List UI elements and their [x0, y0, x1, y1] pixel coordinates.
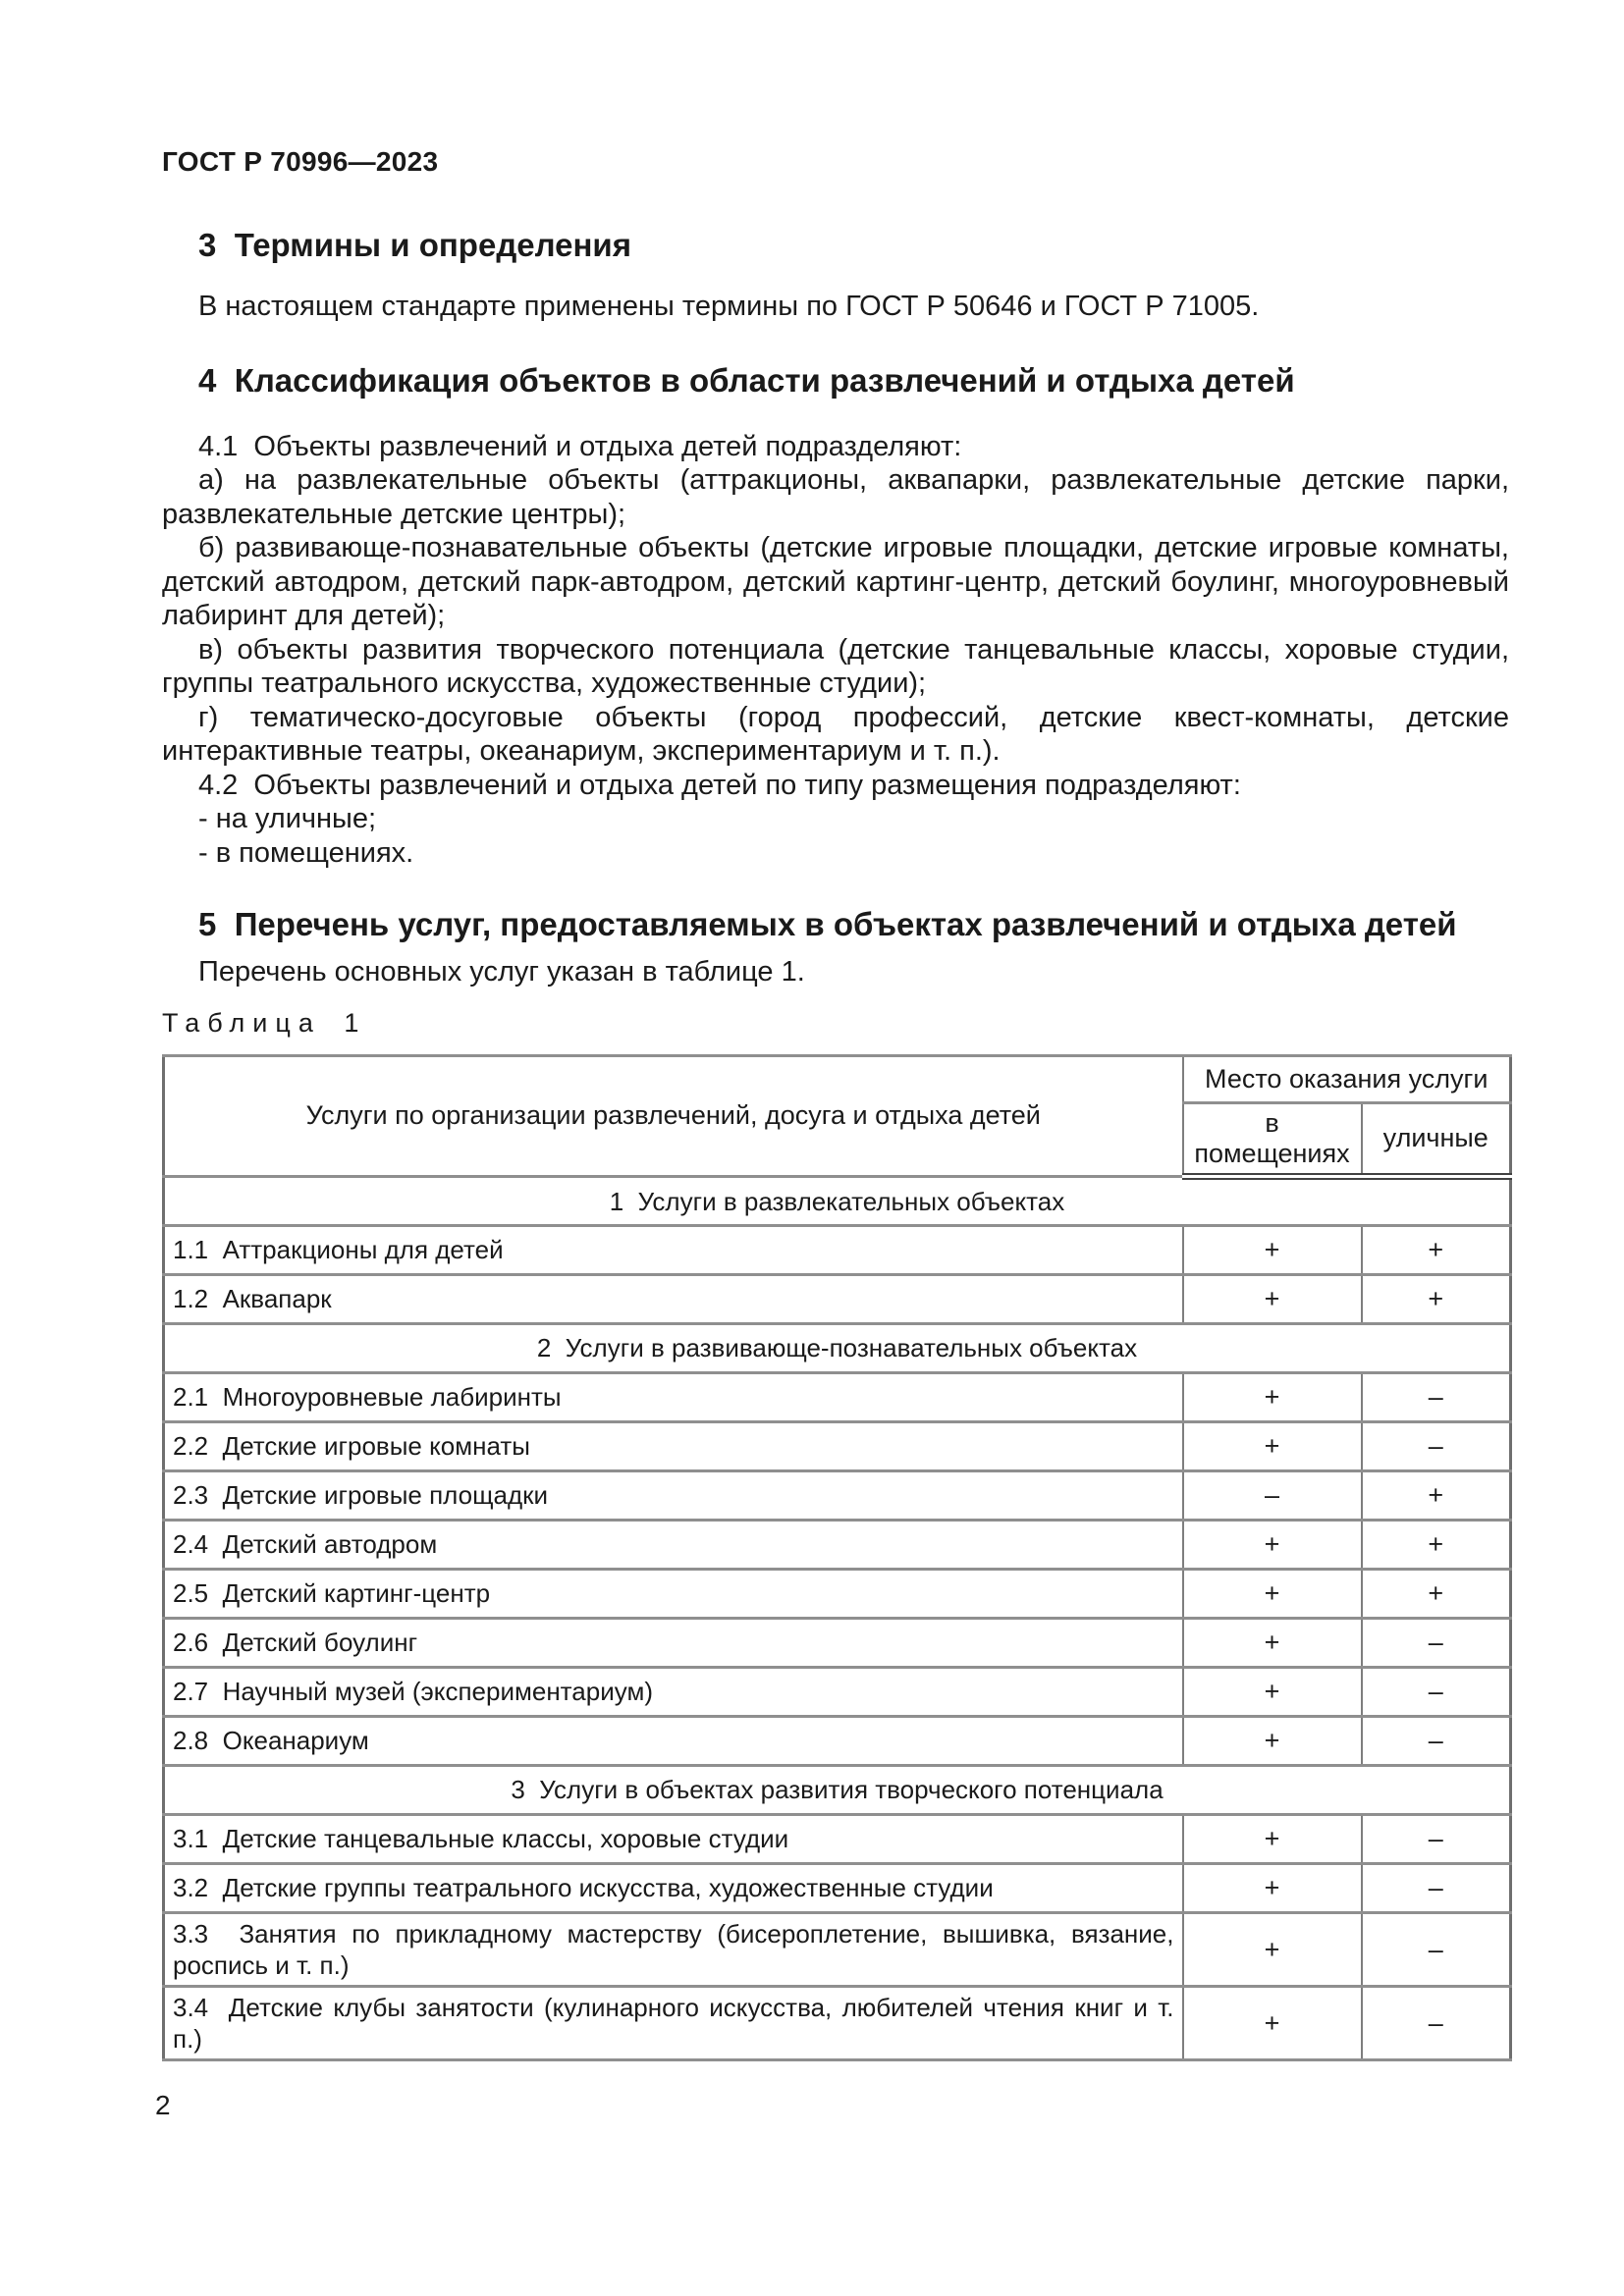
outdoor-mark-cell: –: [1362, 1912, 1511, 1986]
service-label-cell: 2.1 Многоуровневые лабиринты: [164, 1372, 1183, 1421]
section-4-paragraph: 4.1 Объекты развлечений и отдыха детей подразделяют:: [198, 430, 962, 462]
section-5-heading: 5 Перечень услуг, предоставляемых в объектах развлечений и отдыха детей: [198, 906, 1457, 942]
section-4-paragraph: а) на развлекательные объекты (аттракционы, аквапарки, развлекательные детские парки, развлекательные детские центры);: [162, 464, 1509, 530]
indoor-mark-cell: +: [1183, 1569, 1362, 1618]
page-content: [162, 0, 1509, 2061]
table-item-row: [164, 1520, 1511, 1569]
service-label-cell: 2.2 Детские игровые комнаты: [164, 1421, 1183, 1470]
indoor-mark-cell: +: [1183, 1225, 1362, 1274]
indoor-mark-cell: –: [1183, 1470, 1362, 1520]
section-3-paragraph: В настоящем стандарте применены термины по ГОСТ Р 50646 и ГОСТ Р 71005.: [198, 291, 1260, 322]
services-table: [162, 1054, 1512, 2061]
table-item-row: [164, 1814, 1511, 1863]
service-label-cell: 2.5 Детский картинг-центр: [164, 1569, 1183, 1618]
section-4-paragraph: б) развивающе-познавательные объекты (детские игровые площадки, детские игровые комнаты, детский автодром, детский парк-автодром, детский картинг-центр, детский боулинг, многоуровневый лабиринт для детей);: [162, 532, 1509, 631]
table-item-row: [164, 1372, 1511, 1421]
group-label-cell: 3 Услуги в объектах развития творческого потенциала: [164, 1765, 1511, 1814]
table-item-row: [164, 1716, 1511, 1765]
service-label-cell: 3.4 Детские клубы занятости (кулинарного искусства, любителей чтения книг и т. п.): [164, 1986, 1183, 2059]
service-label-cell: 3.3 Занятия по прикладному мастерству (бисероплетение, вышивка, вязание, роспись и т. п.): [164, 1912, 1183, 1986]
table-header-outdoor: уличные: [1362, 1102, 1511, 1176]
doc-header: ГОСТ Р 70996—2023: [162, 146, 439, 177]
indoor-mark-cell: +: [1183, 1667, 1362, 1716]
service-label-cell: 1.2 Аквапарк: [164, 1274, 1183, 1323]
table-item-row: [164, 1986, 1511, 2059]
table-group-row: [164, 1176, 1511, 1225]
outdoor-mark-cell: +: [1362, 1569, 1511, 1618]
group-label-cell: 1 Услуги в развлекательных объектах: [164, 1176, 1511, 1225]
outdoor-mark-cell: –: [1362, 1667, 1511, 1716]
service-label-cell: 2.8 Океанариум: [164, 1716, 1183, 1765]
table-item-row: [164, 1618, 1511, 1667]
table-group-row: [164, 1765, 1511, 1814]
indoor-mark-cell: +: [1183, 1520, 1362, 1569]
outdoor-mark-cell: –: [1362, 1421, 1511, 1470]
section-5-paragraph: Перечень основных услуг указан в таблице 1.: [198, 956, 805, 988]
table-header-place: Место оказания услуги: [1183, 1055, 1511, 1102]
section-4-heading: 4 Классификация объектов в области развлечений и отдыха детей: [198, 361, 1295, 399]
table-header-row-1: [164, 1055, 1511, 1102]
outdoor-mark-cell: –: [1362, 1372, 1511, 1421]
table-label: Таблица 1: [162, 1007, 367, 1038]
outdoor-mark-cell: +: [1362, 1470, 1511, 1520]
table-item-row: [164, 1421, 1511, 1470]
outdoor-mark-cell: –: [1362, 1716, 1511, 1765]
service-label-cell: 3.1 Детские танцевальные классы, хоровые студии: [164, 1814, 1183, 1863]
service-label-cell: 2.3 Детские игровые площадки: [164, 1470, 1183, 1520]
outdoor-mark-cell: –: [1362, 1863, 1511, 1912]
section-4-paragraph: - на уличные;: [198, 803, 377, 834]
indoor-mark-cell: +: [1183, 1716, 1362, 1765]
outdoor-mark-cell: +: [1362, 1274, 1511, 1323]
service-label-cell: 2.4 Детский автодром: [164, 1520, 1183, 1569]
indoor-mark-cell: +: [1183, 1372, 1362, 1421]
table-item-row: [164, 1863, 1511, 1912]
indoor-mark-cell: +: [1183, 1863, 1362, 1912]
table-item-row: [164, 1274, 1511, 1323]
table-header-indoor: в помещениях: [1183, 1102, 1362, 1176]
table-item-row: [164, 1569, 1511, 1618]
table-item-row: [164, 1225, 1511, 1274]
table-header: [164, 1055, 1511, 1176]
indoor-mark-cell: +: [1183, 1274, 1362, 1323]
table-group-row: [164, 1323, 1511, 1372]
outdoor-mark-cell: –: [1362, 1618, 1511, 1667]
table-body: [164, 1176, 1511, 2059]
outdoor-mark-cell: +: [1362, 1520, 1511, 1569]
indoor-mark-cell: +: [1183, 1618, 1362, 1667]
service-label-cell: 3.2 Детские группы театрального искусства, художественные студии: [164, 1863, 1183, 1912]
service-label-cell: 2.7 Научный музей (экспериментариум): [164, 1667, 1183, 1716]
section-4-paragraph: г) тематическо-досуговые объекты (город профессий, детские квест-комнаты, детские интерактивные театры, океанариум, экспериментариум и т. п.).: [162, 701, 1509, 767]
table-item-row: [164, 1470, 1511, 1520]
section-4-paragraph: - в помещениях.: [198, 836, 414, 869]
section-4-paragraph: 4.2 Объекты развлечений и отдыха детей по типу размещения подразделяют:: [198, 769, 1241, 801]
indoor-mark-cell: +: [1183, 1912, 1362, 1986]
indoor-mark-cell: +: [1183, 1421, 1362, 1470]
section-4-body: [162, 430, 1509, 871]
table-header-services: Услуги по организации развлечений, досуга и отдыха детей: [164, 1055, 1183, 1176]
section-4-paragraph: в) объекты развития творческого потенциала (детские танцевальные классы, хоровые студии, группы театрального искусства, художественные студии);: [162, 633, 1509, 699]
section-3-heading: 3 Термины и определения: [198, 227, 631, 263]
outdoor-mark-cell: –: [1362, 1814, 1511, 1863]
group-label-cell: 2 Услуги в развивающе-познавательных объектах: [164, 1323, 1511, 1372]
indoor-mark-cell: +: [1183, 1814, 1362, 1863]
outdoor-mark-cell: –: [1362, 1986, 1511, 2059]
page-number: 2: [155, 2090, 171, 2120]
table-item-row: [164, 1912, 1511, 1986]
outdoor-mark-cell: +: [1362, 1225, 1511, 1274]
table-item-row: [164, 1667, 1511, 1716]
service-label-cell: 2.6 Детский боулинг: [164, 1618, 1183, 1667]
indoor-mark-cell: +: [1183, 1986, 1362, 2059]
service-label-cell: 1.1 Аттракционы для детей: [164, 1225, 1183, 1274]
